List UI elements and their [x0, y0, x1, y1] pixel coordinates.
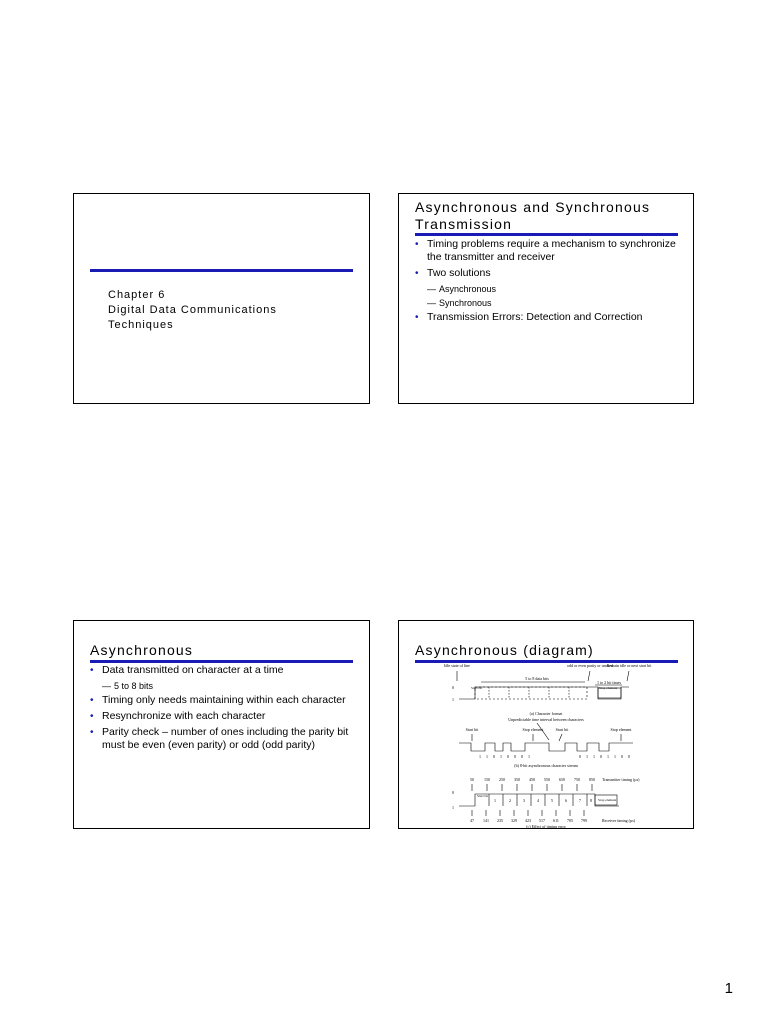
- start-bit-b: Start bit: [465, 727, 479, 732]
- remain-label: Remain idle or next start bit: [606, 663, 652, 668]
- slide-async-sync: [398, 193, 694, 404]
- bullet-item: • Resynchronize with each character: [90, 710, 361, 723]
- timing-error-labels: [470, 794, 636, 828]
- chapter-number: Chapter 6: [108, 289, 166, 301]
- tx-tick: 550: [544, 777, 550, 782]
- tx-tick: 650: [559, 777, 565, 782]
- rx-tick: 329: [511, 818, 517, 823]
- rx-label: Receiver timing (µs): [602, 818, 636, 823]
- rx-tick: 235: [497, 818, 503, 823]
- cell-label: 1: [494, 798, 496, 803]
- cell-label: 8: [590, 798, 592, 803]
- sub-bullet-item: — Asynchronous: [415, 283, 685, 295]
- bullet-list: [90, 664, 361, 755]
- sub-bullet-item: — 5 to 8 bits: [90, 680, 361, 692]
- bullet-list: [415, 238, 685, 327]
- caption-a: (a) Character format: [529, 711, 563, 716]
- slide-title: Asynchronous: [90, 642, 194, 658]
- bullet-item: • Timing only needs maintaining within each character: [90, 694, 361, 707]
- bullet-item: • Data transmitted on character at a time: [90, 664, 361, 677]
- timing-error-waveform: [459, 784, 619, 816]
- bit-stream-2: 0 1 1 0 1 1 0 0: [579, 754, 632, 759]
- slide-title: [415, 199, 650, 233]
- slide-async-diagram: [398, 620, 694, 829]
- chapter-title-line2: Techniques: [108, 319, 174, 331]
- tx-tick: 250: [499, 777, 505, 782]
- stop-element-a: Stop element: [599, 686, 618, 690]
- caption-b: (b) 8-bit asynchronous character stream: [514, 763, 578, 768]
- tx-tick: 50: [470, 777, 474, 782]
- tx-tick: 450: [529, 777, 535, 782]
- bullet-item: • Transmission Errors: Detection and Correction: [415, 311, 685, 324]
- rx-tick: 423: [525, 818, 531, 823]
- cell-label: 2: [509, 798, 511, 803]
- rx-tick: 517: [539, 818, 545, 823]
- level-one-a: 1: [452, 697, 454, 702]
- caption-c: (c) Effect of timing error: [526, 824, 566, 828]
- slide-title: Asynchronous (diagram): [415, 642, 594, 658]
- bit-stream-1: 1 1 0 1 0 0 0 1: [479, 754, 532, 759]
- chapter-heading: [108, 288, 277, 333]
- unpredictable-label: Unpredictable time interval between characters: [508, 717, 584, 722]
- cell-label: 5: [551, 798, 553, 803]
- start-bit-c: Start bit: [477, 794, 489, 798]
- cell-label: 7: [579, 798, 581, 803]
- rx-tick: 611: [553, 818, 559, 823]
- character-stream-waveform: [459, 723, 633, 751]
- level-zero-a: 0: [452, 685, 454, 690]
- tx-tick: 350: [514, 777, 520, 782]
- level-zero-c: 0: [452, 790, 454, 795]
- tx-tick: 850: [589, 777, 595, 782]
- title-rule: [415, 233, 678, 236]
- stop-length-label: 1 to 2 bit times: [597, 680, 621, 685]
- rx-tick: 799: [581, 818, 587, 823]
- title-rule: [90, 269, 353, 272]
- stop-element-b2: Stop element: [610, 727, 632, 732]
- cell-label: 4: [537, 798, 539, 803]
- tx-tick: 750: [574, 777, 580, 782]
- cell-label: 3: [523, 798, 525, 803]
- bullet-item: • Two solutions: [415, 267, 685, 280]
- rx-tick: 141: [483, 818, 489, 823]
- slide-chapter-title: [73, 193, 370, 404]
- data-bits-label: 5 to 8 data bits: [525, 676, 549, 681]
- title-rule: [90, 660, 353, 663]
- start-bit-a: Start bit: [471, 686, 483, 690]
- bullet-item: • Parity check – number of ones including the parity bit must be even (even parity) or odd (odd parity): [90, 726, 361, 752]
- stop-element-b: Stop element: [522, 727, 544, 732]
- bullet-item: • Timing problems require a mechanism to synchronize the transmitter and receiver: [415, 238, 685, 264]
- slide-asynchronous: [73, 620, 370, 829]
- async-timing-diagram: [399, 663, 693, 828]
- cell-label: 6: [565, 798, 567, 803]
- idle-label: Idle state of line: [444, 663, 470, 668]
- page-number: 1: [724, 980, 733, 997]
- stop-element-c: Stop element: [598, 798, 617, 802]
- level-one-c: 1: [452, 805, 454, 810]
- slide-title-line1: Asynchronous and Synchronous: [415, 199, 651, 215]
- start-bit-b2: Start bit: [555, 727, 569, 732]
- slide-title-line2: Transmission: [415, 216, 513, 232]
- rx-tick: 705: [567, 818, 573, 823]
- chapter-title-line1: Digital Data Communications: [108, 304, 277, 316]
- rx-tick: 47: [470, 818, 474, 823]
- tx-tick: 150: [484, 777, 490, 782]
- parity-label: odd or even parity or unused: [567, 663, 613, 668]
- tx-label: Transmitter timing (µs): [602, 777, 640, 782]
- sub-bullet-item: — Synchronous: [415, 297, 685, 309]
